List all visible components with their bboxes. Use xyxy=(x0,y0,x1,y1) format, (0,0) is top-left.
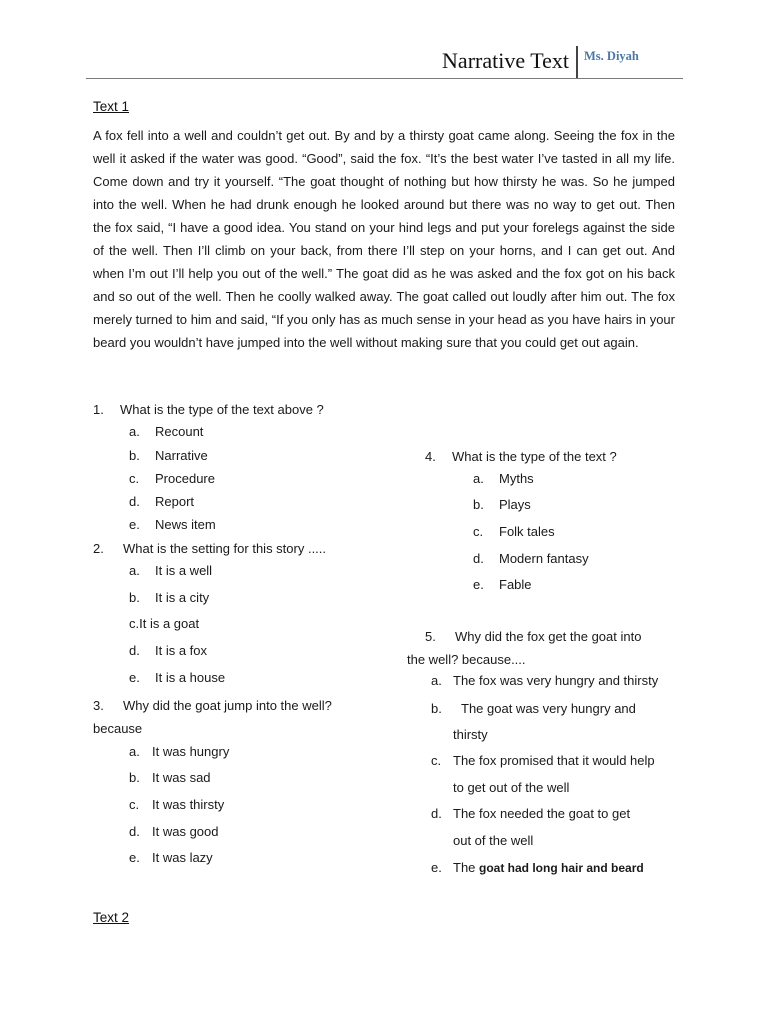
q1-option-c: c. Procedure xyxy=(129,471,215,486)
text2-heading: Text 2 xyxy=(93,910,130,925)
question-1 xyxy=(93,398,324,421)
q3-option-e: e. It was lazy xyxy=(129,850,213,865)
q5-option-d-continued: out of the well xyxy=(453,833,534,848)
question-number: 1. xyxy=(93,402,104,417)
q4-option-b: b. Plays xyxy=(473,497,531,512)
q2-option-c: c.It is a goat xyxy=(129,616,200,631)
author-name: Ms. Diyah xyxy=(584,49,639,63)
q5-option-b-continued: thirsty xyxy=(453,727,488,742)
q5-option-a: a. The fox was very hungry and thirsty xyxy=(431,673,659,688)
q5-option-b: b. The goat was very hungry and xyxy=(431,701,636,716)
question-text: What is the type of the text ? xyxy=(452,449,617,464)
question-text: What is the type of the text above ? xyxy=(120,402,324,417)
q4-option-e: e. Fable xyxy=(473,577,532,592)
question-3 xyxy=(93,694,332,717)
q4-option-d: d. Modern fantasy xyxy=(473,551,589,566)
q4-option-c: c. Folk tales xyxy=(473,524,555,539)
q2-option-b: b. It is a city xyxy=(129,590,210,605)
question-number: 4. xyxy=(425,449,436,464)
q1-option-b: b. Narrative xyxy=(129,448,208,463)
text1-heading: Text 1 xyxy=(93,99,130,114)
page-header xyxy=(86,46,683,79)
header-divider xyxy=(576,46,578,78)
q2-option-d: d. It is a fox xyxy=(129,643,208,658)
question-text: Why did the fox get the goat into xyxy=(455,629,642,644)
question-2 xyxy=(93,537,326,560)
q3-option-d: d. It was good xyxy=(129,824,219,839)
q5-option-d: d. The fox needed the goat to get xyxy=(431,806,631,821)
q5-option-c-continued: to get out of the well xyxy=(453,780,570,795)
text1-passage: A fox fell into a well and couldn’t get out. By and by a thirsty goat came along. Seeing the fox in the well it asked if the water was good. “Good”, said the fox. “It’s the best water I’ve tasted in all my life. Come down and try it yourself. “The goat thought of nothing but how thirsty he was. So he jumped into the well. When he had drunk enough he looked around but there was no way to get out. Then the fox said, “I have a good idea. You stand on your hind legs and put your forelegs against the side of the well. Then I’ll climb on your back, from there I’ll step on your horns, and I can get out. And when I’m out I’ll help you out of the well.” The goat did as he was asked and the fox got on his back and so out of the well. Then he coolly walked away. The goat called out loudly after him out. The fox merely turned to him and said, “If you only has as much sense in your head as you have hairs in your beard you wouldn’t have jumped into the well without making sure that you could get out again. xyxy=(93,128,675,350)
q5-option-c: c. The fox promised that it would help xyxy=(431,753,655,768)
q4-option-a: a. Myths xyxy=(473,471,534,486)
question-number: 2. xyxy=(93,541,104,556)
page-title: Narrative Text xyxy=(442,48,569,73)
question-number: 5. xyxy=(425,629,436,644)
question-4 xyxy=(425,445,617,468)
q1-option-a: a. Recount xyxy=(129,424,204,439)
question-number: 3. xyxy=(93,698,104,713)
question-text: What is the setting for this story ..... xyxy=(123,541,327,556)
question-5 xyxy=(425,625,641,648)
q3-option-b: b. It was sad xyxy=(129,770,211,785)
q1-option-e: e. News item xyxy=(129,517,216,532)
q3-option-a: a. It was hungry xyxy=(129,744,230,759)
question-3-continued: because xyxy=(93,721,143,736)
q2-option-a: a. It is a well xyxy=(129,563,213,578)
q2-option-e: e. It is a house xyxy=(129,670,226,685)
q1-option-d: d. Report xyxy=(129,494,195,509)
question-5-continued: the well? because.... xyxy=(407,652,526,667)
q3-option-c: c. It was thirsty xyxy=(129,797,225,812)
q5-option-e: e. The goat had long hair and beard xyxy=(431,860,644,875)
question-text: Why did the goat jump into the well? xyxy=(123,698,332,713)
